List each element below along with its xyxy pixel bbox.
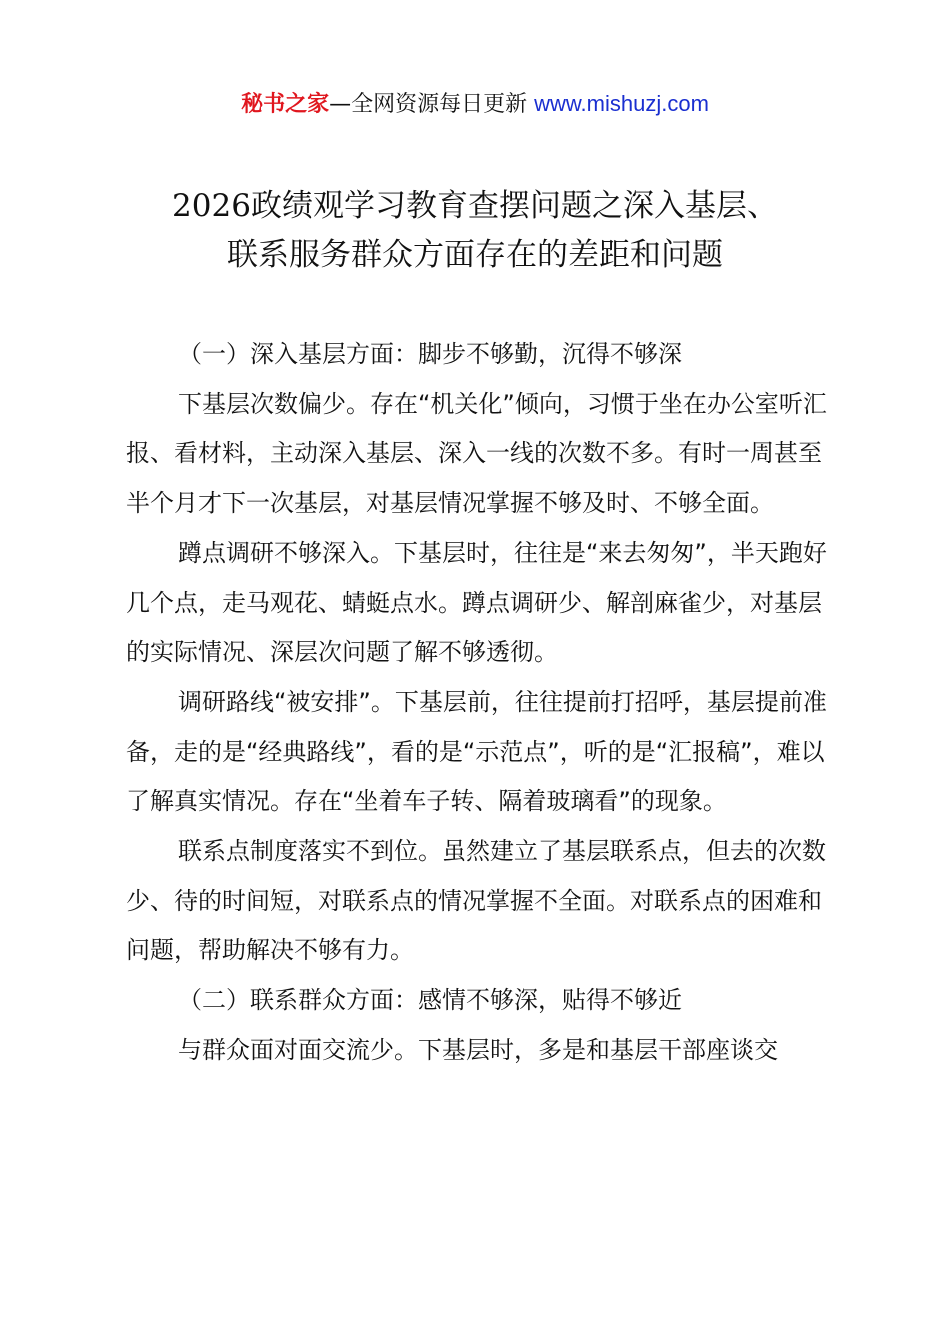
document-body <box>126 330 832 1076</box>
site-url-link[interactable]: www.mishuzj.com <box>534 91 709 116</box>
title-line-2: 联系服务群众方面存在的差距和问题 <box>227 237 723 273</box>
title-line-1: 2026政绩观学习教育查摆问题之深入基层、 <box>172 188 778 224</box>
body-paragraph: 联系点制度落实不到位。虽然建立了基层联系点，但去的次数少、待的时间短，对联系点的情况掌握不全面。对联系点的困难和问题，帮助解决不够有力。 <box>126 837 826 965</box>
body-paragraph: 蹲点调研不够深入。下基层时，往往是“来去匆匆”，半天跑好几个点，走马观花、蜻蜓点水。蹲点调研少、解剖麻雀少，对基层的实际情况、深层次问题了解不够透彻。 <box>126 538 827 667</box>
body-paragraph: 与群众面对面交流少。下基层时，多是和基层干部座谈交 <box>178 1035 778 1064</box>
section-heading-2: （二）联系群众方面：感情不够深，贴得不够近 <box>178 986 682 1015</box>
site-slogan: —全网资源每日更新 <box>329 92 535 117</box>
body-paragraph: 下基层次数偏少。存在“机关化”倾向，习惯于坐在办公室听汇报、看材料，主动深入基层、深入一线的次数不多。有时一周甚至半个月才下一次基层，对基层情况掌握不够及时、不够全面。 <box>126 389 827 518</box>
body-paragraph: 调研路线“被安排”。下基层前，往往提前打招呼，基层提前准备，走的是“经典路线”，看的是“示范点”，听的是“汇报稿”，难以了解真实情况。存在“坐着车子转、隔着玻璃看”的现象。 <box>126 687 827 816</box>
document-title <box>60 182 890 280</box>
section-heading-1: （一）深入基层方面：脚步不够勤，沉得不够深 <box>178 340 682 368</box>
site-header <box>0 86 950 123</box>
site-brand: 秘书之家 <box>241 92 330 117</box>
